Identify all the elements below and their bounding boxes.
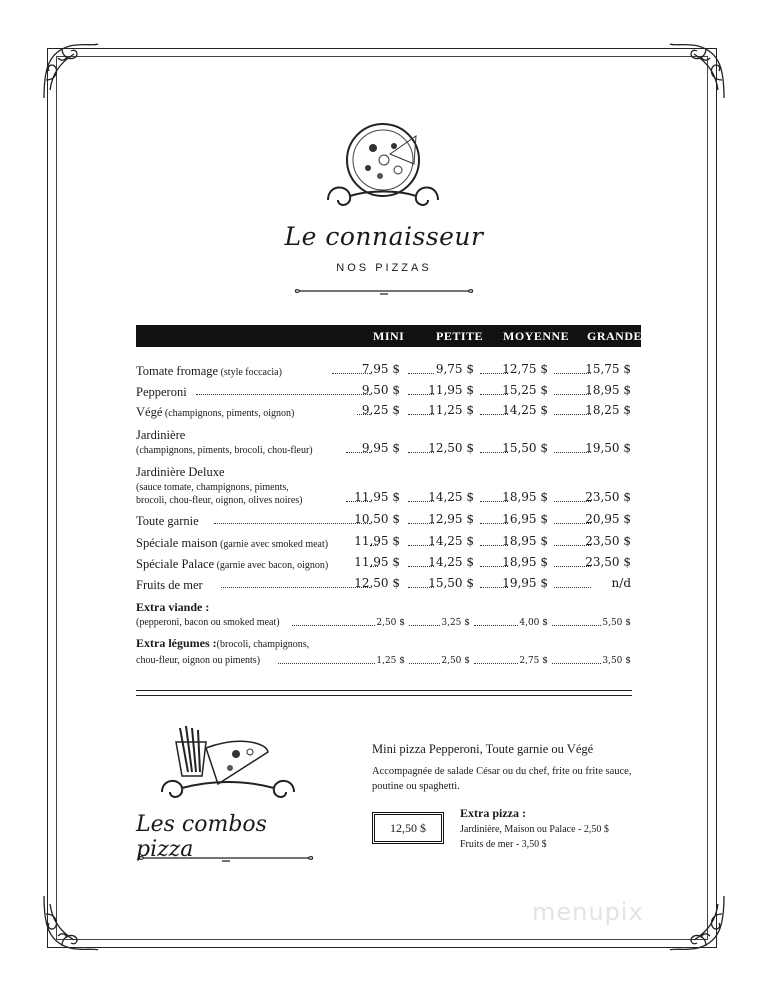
combo-accompaniments: Accompagnée de salade César ou du chef, frite ou frite sauce, poutine ou spaghetti.	[372, 766, 632, 792]
price-moyenne: 18,95 $	[502, 490, 548, 504]
extra-price: 2,75 $	[519, 656, 548, 666]
extra-description: (pepperoni, bacon ou smoked meat)	[136, 617, 280, 628]
pizza-name: Toute garnie	[136, 514, 199, 528]
price-petite: 12,50 $	[428, 441, 474, 455]
price-petite: 14,25 $	[428, 555, 474, 569]
price-mini: 11,95 $	[354, 490, 400, 504]
price-mini: 9,25 $	[361, 403, 400, 417]
dot-leader	[196, 385, 370, 395]
price-grande: 19,50 $	[585, 441, 631, 455]
extra-price: 2,50 $	[441, 656, 470, 666]
pizza-note: (style foccacia)	[218, 367, 282, 378]
price-moyenne: 19,95 $	[502, 576, 548, 590]
price-petite: 14,25 $	[428, 490, 474, 504]
price-mini: 9,50 $	[361, 383, 400, 397]
extra-title: Extra viande :	[136, 600, 210, 614]
pizza-name: Tomate fromage (style foccacia)	[136, 364, 282, 378]
price-grande: 23,50 $	[585, 534, 631, 548]
column-header-moyenne: MOYENNE	[503, 329, 570, 343]
pizza-name: Jardinière	[136, 428, 186, 442]
dot-leader	[552, 654, 601, 664]
price-grande: 23,50 $	[585, 555, 631, 569]
extra-price: 3,50 $	[602, 656, 631, 666]
pizza-name: Fruits de mer	[136, 578, 203, 592]
price-petite: 11,95 $	[428, 383, 474, 397]
dot-leader	[408, 364, 434, 374]
corner-ornament-icon	[666, 892, 728, 954]
pizza-description: (sauce tomate, champignons, piments,	[136, 482, 289, 493]
price-moyenne: 14,25 $	[502, 403, 548, 417]
extra-pizza-line: Jardinière, Maison ou Palace - 2,50 $	[460, 824, 609, 835]
price-grande: 20,95 $	[585, 512, 631, 526]
watermark-logo: menupix	[532, 898, 644, 926]
price-moyenne: 15,50 $	[502, 441, 548, 455]
price-grande: n/d	[611, 576, 631, 590]
dot-leader	[214, 514, 370, 524]
extra-description: chou-fleur, oignon ou piments)	[136, 655, 261, 666]
extra-price: 2,50 $	[376, 618, 405, 628]
dot-leader	[474, 654, 518, 664]
menu-title: Le connaisseur	[284, 222, 484, 251]
dot-leader	[221, 578, 370, 588]
price-grande: 15,75 $	[585, 362, 631, 376]
dot-leader	[552, 616, 601, 626]
price-mini: 12,50 $	[354, 576, 400, 590]
column-header-grande: GRANDE	[587, 329, 643, 343]
extra-pizza-line: Fruits de mer - 3,50 $	[460, 839, 547, 850]
flourish-divider-icon	[136, 851, 316, 865]
price-mini: 11,95 $	[354, 555, 400, 569]
section-divider	[136, 690, 632, 691]
dot-leader	[474, 616, 518, 626]
corner-ornament-icon	[40, 40, 102, 102]
pizza-note: (garnie avec smoked meat)	[217, 539, 329, 550]
menu-subtitle: NOS PIZZAS	[336, 262, 432, 274]
pizza-name: Jardinière Deluxe	[136, 465, 225, 479]
pizza-note: (champignons, piments, oignon)	[162, 408, 295, 419]
price-moyenne: 18,95 $	[502, 534, 548, 548]
price-grande: 23,50 $	[585, 490, 631, 504]
extra-pizza-title: Extra pizza :	[460, 806, 526, 820]
corner-ornament-icon	[40, 892, 102, 954]
price-petite: 9,75 $	[435, 362, 474, 376]
price-moyenne: 15,25 $	[502, 383, 548, 397]
corner-ornament-icon	[666, 40, 728, 102]
price-grande: 18,25 $	[585, 403, 631, 417]
dot-leader	[292, 616, 375, 626]
column-header-petite: PETITE	[436, 329, 484, 343]
price-mini: 9,95 $	[361, 441, 400, 455]
extra-title: Extra légumes :(brocoli, champignons,	[136, 636, 310, 650]
fries-pizza-illustration-icon	[158, 722, 298, 802]
column-header-mini: MINI	[373, 329, 405, 343]
price-petite: 12,95 $	[428, 512, 474, 526]
extra-price: 3,25 $	[441, 618, 470, 628]
price-grande: 18,95 $	[585, 383, 631, 397]
pizza-name: Spéciale maison (garnie avec smoked meat)	[136, 536, 329, 550]
price-moyenne: 16,95 $	[502, 512, 548, 526]
flourish-divider-icon	[292, 284, 476, 298]
extra-price: 1,25 $	[376, 656, 405, 666]
price-moyenne: 18,95 $	[502, 555, 548, 569]
combo-price-box: 12,50 $	[372, 812, 444, 844]
pizza-name: Spéciale Palace (garnie avec bacon, oignon)	[136, 557, 329, 571]
price-petite: 14,25 $	[428, 534, 474, 548]
price-mini: 10,50 $	[354, 512, 400, 526]
pizza-illustration-icon	[318, 120, 448, 220]
dot-leader	[554, 578, 591, 588]
extra-price: 5,50 $	[602, 618, 631, 628]
pizza-description: (champignons, piments, brocoli, chou-fleur)	[136, 445, 313, 456]
dot-leader	[409, 654, 440, 664]
price-petite: 15,50 $	[428, 576, 474, 590]
price-petite: 11,25 $	[428, 403, 474, 417]
section-divider	[136, 695, 632, 696]
pizza-note: (garnie avec bacon, oignon)	[214, 560, 329, 571]
pizza-name: Pepperoni	[136, 385, 187, 399]
combo-description: Mini pizza Pepperoni, Toute garnie ou Végé	[372, 742, 594, 756]
price-mini: 7,95 $	[361, 362, 400, 376]
pizza-description: brocoli, chou-fleur, oignon, olives noires)	[136, 495, 303, 506]
dot-leader	[278, 654, 375, 664]
combo-title: Les combos pizza	[136, 812, 267, 862]
extra-price: 4,00 $	[519, 618, 548, 628]
dot-leader	[409, 616, 440, 626]
pizza-name: Végé (champignons, piments, oignon)	[136, 405, 295, 419]
price-mini: 11,95 $	[354, 534, 400, 548]
price-moyenne: 12,75 $	[502, 362, 548, 376]
